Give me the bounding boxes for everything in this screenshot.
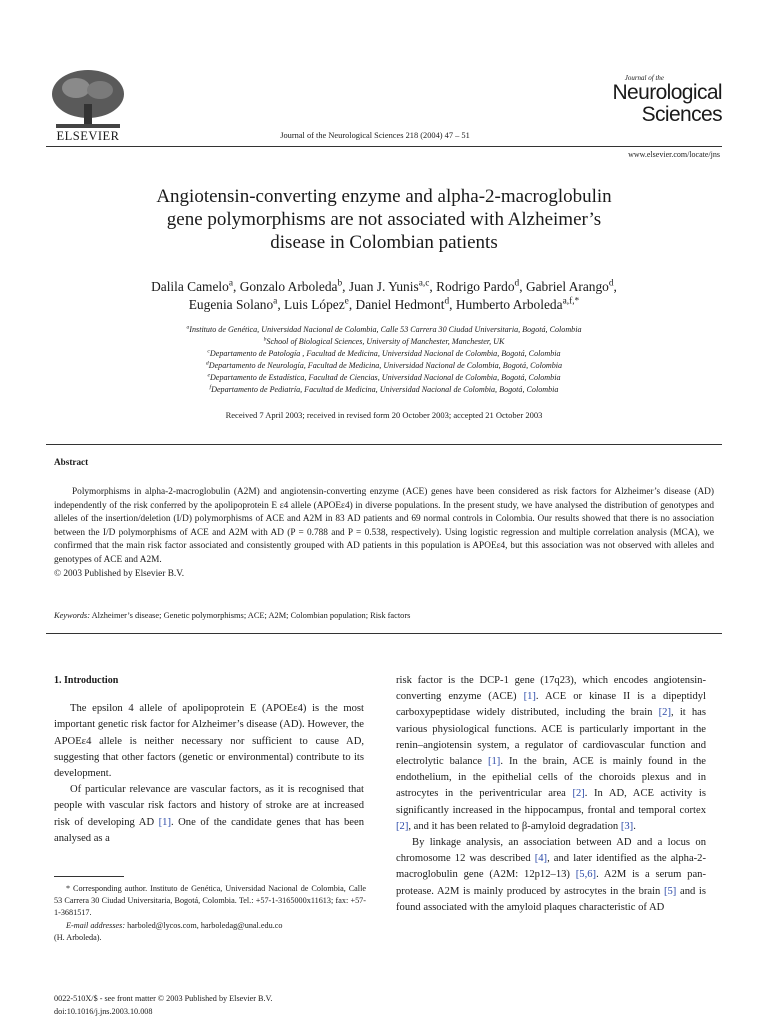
publisher-name: ELSEVIER (56, 129, 120, 143)
journal-logo-line2: Sciences (641, 103, 722, 126)
author-name: Rodrigo Pardo (436, 279, 515, 294)
front-matter-info (54, 993, 366, 1018)
author-name: Eugenia Solano (188, 296, 274, 312)
author-sep: , (613, 279, 617, 294)
keywords-label: Keywords: (54, 611, 90, 620)
section-heading: 1. Introduction (54, 675, 119, 686)
abstract-copyright: © 2003 Published by Elsevier B.V. (54, 568, 185, 579)
affiliation: $^e$Departamento de Estadística, Facultad de Ciencias, Universidad Nacional de Colombia, Bogotá, Colombia (207, 372, 561, 383)
author-name: Humberto Arboleda (455, 296, 563, 312)
email-owner: (H. Arboleda). (54, 932, 102, 942)
author-name: Daniel Hedmont (355, 296, 445, 312)
journal-citation: Journal of the Neurological Sciences 218 (2004) 47 – 51 (280, 131, 470, 140)
affiliation: $^a$Instituto de Genética, Universidad Nacional de Colombia, Calle 53 Carrera 30 Ciudad Universitaria, Bogotá, Colombia (186, 324, 582, 334)
header-rule (46, 146, 722, 147)
right-paragraph-2: By linkage analysis, an association between AD and a locus on chromosome 12 was described [4], and later identified as the alpha-2-macroglobulin gene (A2M: 12p12–13) [5,6]. A2M is a serum pan-protease. A2M is mainly produced by astrocytes in the brain [5] and is found associated with the amyloid plaques characteristic of AD (396, 837, 706, 913)
author-affil-mark: a,f,* (562, 296, 580, 307)
author-affil-mark: d (444, 296, 450, 307)
author-affil-mark: e (344, 296, 349, 307)
citation-link[interactable]: [1] (158, 816, 171, 828)
doi-line[interactable]: doi:10.1016/j.jns.2003.10.008 (54, 1006, 153, 1016)
author-affil-mark: d (514, 278, 520, 289)
author-name: Gonzalo Arboleda (239, 279, 338, 294)
author-affil-mark: a (228, 278, 233, 289)
abstract-text: Polymorphisms in alpha-2-macroglobulin (A2M) and angiotensin-converting enzyme (ACE) genes have been considered as risk factors for Alzheimer’s disease (AD) independently of the risk conferred by the apolipoprotein E ε4 allele (APOEε4) in diverse populations. In the present study, we have analysed the distribution of genotypes and alleles of the insertion/deletion (I/D) polymorphisms of ACE and A2M in 83 AD patients and 69 normal controls in Colombia. Our results showed that there is no association between the I/D polymorphisms of ACE and A2M with AD (P = 0.788 and P = 0.538, respectively). Using logistic regression and multiple correlation analysis (MCA), we confirmed that the main risk factor associated and consistently grouped with AD patients in this population is APOEε4, but this association was not observed with alleles and genotypes of ACE and A2M. (54, 487, 714, 565)
citation-link[interactable]: [2] (396, 820, 409, 832)
author-affil-mark: d (608, 278, 614, 289)
author-name: Gabriel Arango (525, 279, 609, 294)
abstract-heading: Abstract (54, 457, 89, 467)
journal-url[interactable]: www.elsevier.com/locate/jns (628, 150, 720, 159)
title-line-1: Angiotensin-converting enzyme and alpha-2-macroglobulin (156, 186, 612, 207)
citation-link[interactable]: [2] (658, 707, 671, 719)
corresponding-text: * Corresponding author. Instituto de Genética, Universidad Nacional de Colombia, Calle 53 Carrera 30 Ciudad Universitaria, Bogotá, Colombia. Tel.: +57-1-3165000x11613; fax: +57-1-3681517. (54, 884, 366, 918)
author-sep: , (429, 279, 437, 294)
intro-paragraph-1: The epsilon 4 allele of apolipoprotein E (APOEε4) is the most important genetic risk factor for Alzheimer’s disease (AD). However, the APOEε4 allele is neither necessary nor sufficient to cause AD, suggesting that other factors (genetic or environmental) contribute to its development. (54, 703, 364, 780)
abstract-bottom-rule (46, 633, 722, 634)
citation-link[interactable]: [5,6] (575, 869, 597, 881)
right-paragraph-1: risk factor is the DCP-1 gene (17q23), which encodes angiotensin-converting enzyme (ACE) [1]. ACE or kinase II is a dipeptidyl carboxypeptidase widely distributed, including the brain [2], it has various physiological functions. ACE is particularly important in the renin–angiotensin system, a regulator of cardiovascular function and electrolytic balance [1]. In the brain, ACE is mainly found in the endothelium, in the epithelial cells of the choroids plexus and in astrocytes in the periventricular area [2]. In AD, ACE activity is significantly increased in the hippocampus, frontal and temporal cortex [2], and it has been related to β-amyloid degradation [3]. (396, 675, 707, 832)
author-sep: , (519, 279, 526, 294)
keywords-text: Alzheimer’s disease; Genetic polymorphisms; ACE; A2M; Colombian population; Risk factors (91, 611, 411, 620)
author-affil-mark: b (337, 278, 343, 289)
email-line: E-mail addresses: harboled@lycos.com, harboledag@unal.edu.co (66, 920, 283, 930)
citation-link[interactable]: [5] (663, 885, 677, 897)
author-name: Luis López (284, 296, 345, 312)
affiliation: $^f$Departamento de Pediatría, Facultad de Medicina, Universidad Nacional de Colombia, Bogotá, Colombia (209, 384, 559, 395)
citation-link[interactable]: [2] (572, 788, 585, 800)
journal-logo (582, 74, 722, 126)
article-title (80, 185, 688, 254)
affiliation: $^b$School of Biological Sciences, University of Manchester, Manchester, UK (263, 336, 505, 347)
author-affil-mark: a (273, 296, 278, 307)
citation-link[interactable]: [1] (487, 756, 501, 768)
title-line-3: disease in Colombian patients (270, 232, 498, 253)
title-line-2: gene polymorphisms are not associated with Alzheimer’s (166, 209, 602, 230)
abstract-body (54, 486, 714, 581)
affiliation: $^c$Departamento de Patología , Facultad de Medicina, Universidad Nacional de Colombia, Bogotá, Colombia (207, 348, 561, 359)
issn-line: 0022-510X/$ - see front matter © 2003 Published by Elsevier B.V. (54, 994, 273, 1003)
citation-link[interactable]: [4] (534, 853, 548, 865)
author-sep: , (277, 296, 285, 312)
email-addresses[interactable]: harboled@lycos.com, harboledag@unal.edu.co (127, 920, 283, 930)
author-sep: , (342, 279, 349, 294)
journal-logo-line1: Neurological (612, 81, 722, 104)
affiliation: $^d$Departamento de Neurología, Facultad de Medicina, Universidad Nacional de Colombia, Bogotá, Colombia (205, 360, 563, 371)
footnote-rule (54, 876, 124, 877)
author-sep: , (449, 296, 456, 312)
author-name: Dalila Camelo (151, 279, 229, 294)
author-list (60, 278, 708, 313)
author-affil-mark: a,c (418, 278, 430, 289)
abstract-top-rule (46, 444, 722, 445)
corresponding-author-footnote (54, 883, 366, 944)
right-column (396, 673, 706, 916)
citation-link[interactable]: [1] (523, 691, 536, 703)
author-name: Juan J. Yunis (348, 279, 419, 294)
author-sep: , (232, 279, 240, 294)
elsevier-tree-logo (46, 68, 130, 130)
affiliation-list (60, 324, 708, 397)
left-column (54, 673, 364, 847)
journal-logo-small: Journal of the (624, 74, 664, 82)
citation-link[interactable]: [3] (620, 820, 634, 832)
intro-paragraph-2: Of particular relevance are vascular factors, as it is recognised that people with vascular risk factors and history of stroke are at increased risk of developing AD [1]. One of the candidate genes that has been analysed as a (54, 784, 364, 844)
author-sep: , (348, 296, 356, 312)
keywords (54, 611, 714, 620)
received-dates: Received 7 April 2003; received in revised form 20 October 2003; accepted 21 October 2003 (225, 410, 543, 420)
